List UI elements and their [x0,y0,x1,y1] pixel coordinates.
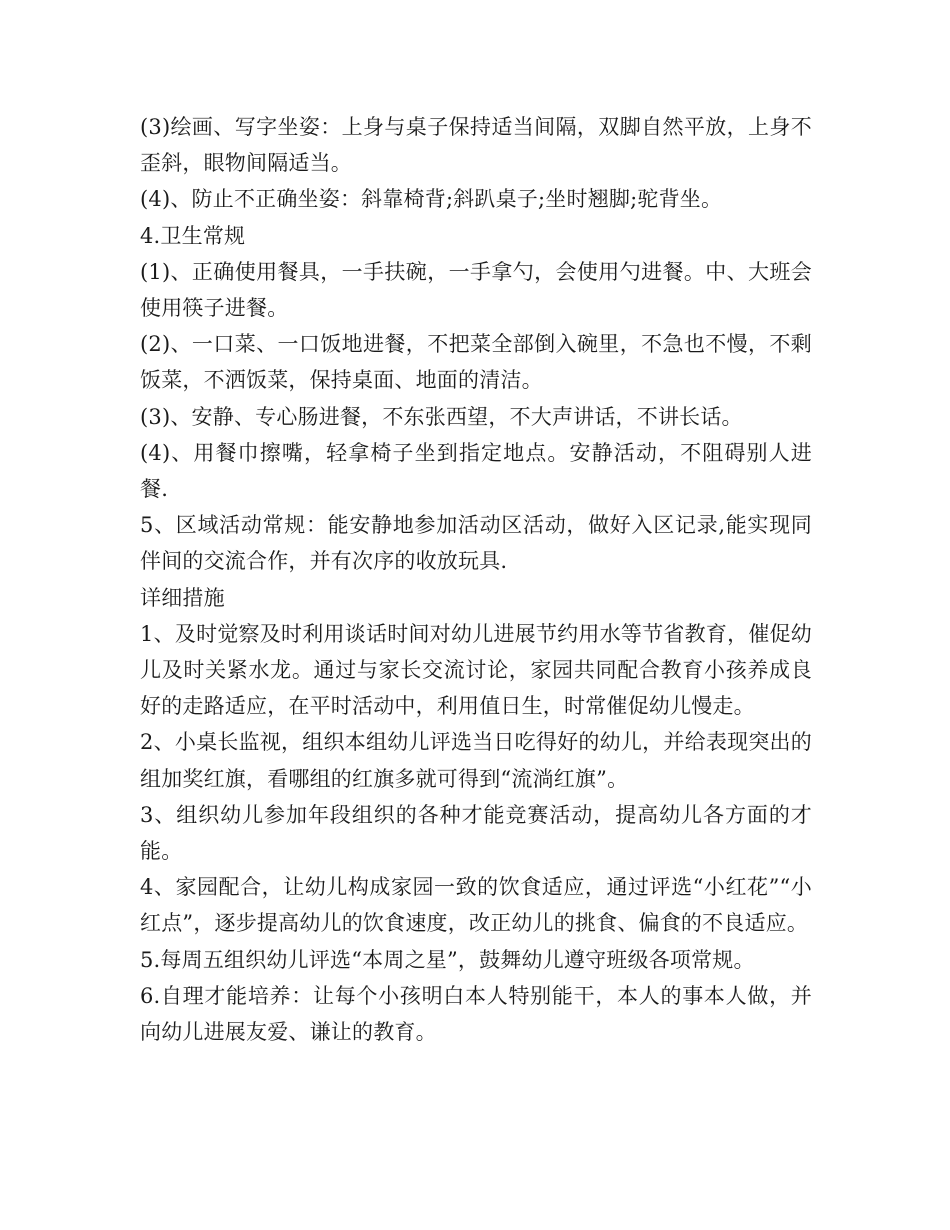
paragraph-quiet-eating: (3)、安静、专心肠进餐，不东张西望，不大声讲话，不讲长话。 [140,404,743,429]
paragraph-measure-3: 3、组织幼儿参加年段组织的各种才能竞赛活动，提高幼儿各方面的才能。 [140,802,812,864]
paragraph-measure-2: 2、小桌长监视，组织本组幼儿评选当日吃得好的幼儿，并给表现突出的组加奖红旗，看哪组的红旗多就可得到“流淌红旗”。 [140,730,812,791]
section-heading-hygiene: 4.卫生常规 [140,223,246,248]
paragraph-incorrect-posture: (4)、防止不正确坐姿：斜靠椅背;斜趴桌子;坐时翘脚;驼背坐。 [140,187,723,212]
paragraph-measure-6: 6.自理才能培养：让每个小孩明白本人特别能干，本人的事本人做，并向幼儿进展友爱、谦让的教育。 [140,983,812,1045]
section-heading-measures: 详细措施 [140,585,225,610]
paragraph-sitting-posture-drawing: (3)绘画、写字坐姿：上身与桌子保持适当间隔，双脚自然平放，上身不歪斜，眼物间隔适当。 [140,115,812,176]
paragraph-tableware: (1)、正确使用餐具，一手扶碗，一手拿勺，会使用勺进餐。中、大班会使用筷子进餐。 [140,259,812,321]
document-body [140,109,812,1050]
paragraph-eating-manner: (2)、一口菜、一口饭地进餐，不把菜全部倒入碗里，不急也不慢，不剩饭菜，不洒饭菜，保持桌面、地面的清洁。 [140,332,812,393]
paragraph-measure-4: 4、家园配合，让幼儿构成家园一致的饮食适应，通过评选“小红花”“小红点”，逐步提高幼儿的饮食速度，改正幼儿的挑食、偏食的不良适应。 [140,875,812,936]
paragraph-measure-1: 1、及时觉察及时利用谈话时间对幼儿进展节约用水等节省教育，催促幼儿及时关紧水龙。通过与家长交流讨论，家园共同配合教育小孩养成良好的走路适应，在平时活动中，利用值日生，时常催促幼儿慢走。 [140,621,812,719]
paragraph-after-meal: (4)、用餐巾擦嘴，轻拿椅子坐到指定地点。安静活动，不阻碍别人进餐. [140,440,812,502]
paragraph-measure-5: 5.每周五组织幼儿评选“本周之星”，鼓舞幼儿遵守班级各项常规。 [140,947,755,972]
paragraph-area-activity: 5、区域活动常规：能安静地参加活动区活动，做好入区记录,能实现同伴间的交流合作，并有次序的收放玩具. [140,513,812,574]
